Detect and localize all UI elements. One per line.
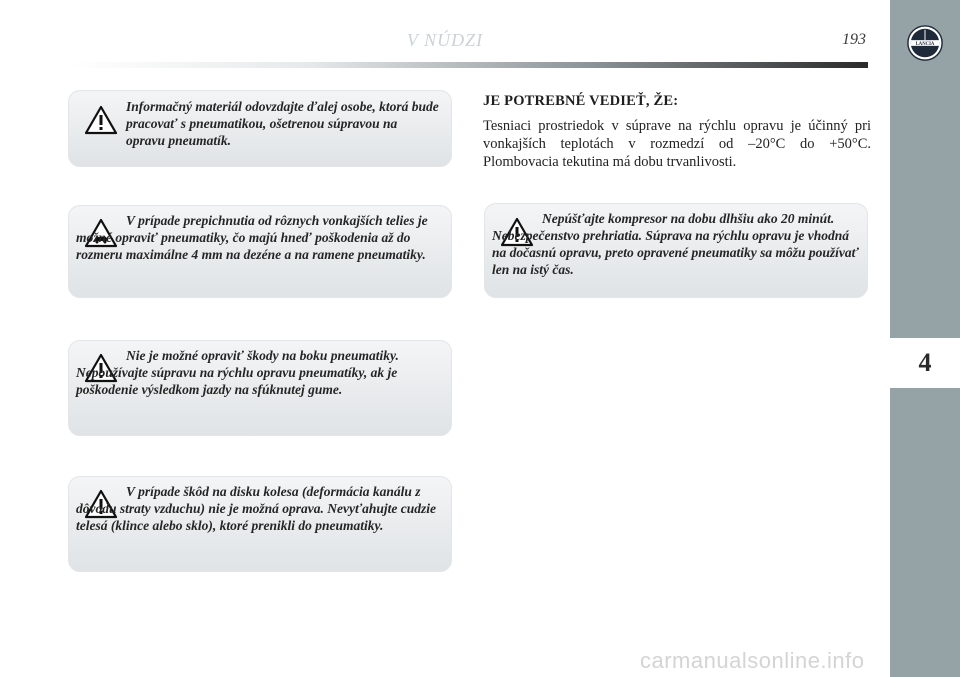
warning-box [68,205,452,298]
warning-box [484,203,868,298]
warning-triangle-icon [84,105,118,135]
section-title: V NÚDZI [406,30,484,50]
body-paragraph: Tesniaci prostriedok v súprave na rýchlu opravu je účinný pri vonkajších teplotách v rozmedzí od –20°C do +50°C. Plombovacia tekutina má dobu trvanlivosti. [483,118,871,170]
lancia-logo-icon [906,24,944,62]
page-number: 193 [842,31,866,48]
header-divider [70,62,868,68]
warning-text: V prípade prepichnutia od rôznych vonkajších telies je možné opraviť pneumatiky, čo majú hneď poškodenia až do rozmeru maximálne 4 mm na dezéne a na ramene pneumatiky. [76,213,428,262]
warning-text: Informačný materiál odovzdajte ďalej osobe, ktorá bude pracovať s pneumatikou, ošetrenou súpravou na opravu pneumatík. [126,99,439,148]
section-heading: JE POTREBNÉ VEDIEŤ, ŽE: [483,93,679,109]
warning-box [68,476,452,572]
chapter-tab-active[interactable] [890,340,960,386]
warning-box [68,340,452,436]
warning-text: Nepúšťajte kompresor na dobu dlhšiu ako 20 minút. Nebezpečenstvo prehriatia. Súprava na rýchlu opravu je vhodná na dočasnú opravu, preto opravené pneumatiky sa môžu používať len na istý čas. [492,211,859,277]
svg-text:LANCIA: LANCIA [915,41,935,47]
warning-text: Nie je možné opraviť škody na boku pneumatiky. Nepoužívajte súpravu na rýchlu opravu pneumatíky, ak je poškodenie výsledkom jazdy na sfúknutej gume. [76,348,399,397]
warning-text: V prípade škôd na disku kolesa (deformácia kanálu z dôvodu straty vzduchu) nie je možná oprava. Nevyťahujte cudzie telesá (klince alebo sklo), ktoré prenikli do pneumatiky. [76,484,437,533]
warning-box [68,90,452,167]
watermark: carmanualsonline.info [640,648,865,673]
tab-divider [890,386,960,388]
chapter-number: 4 [918,348,932,377]
